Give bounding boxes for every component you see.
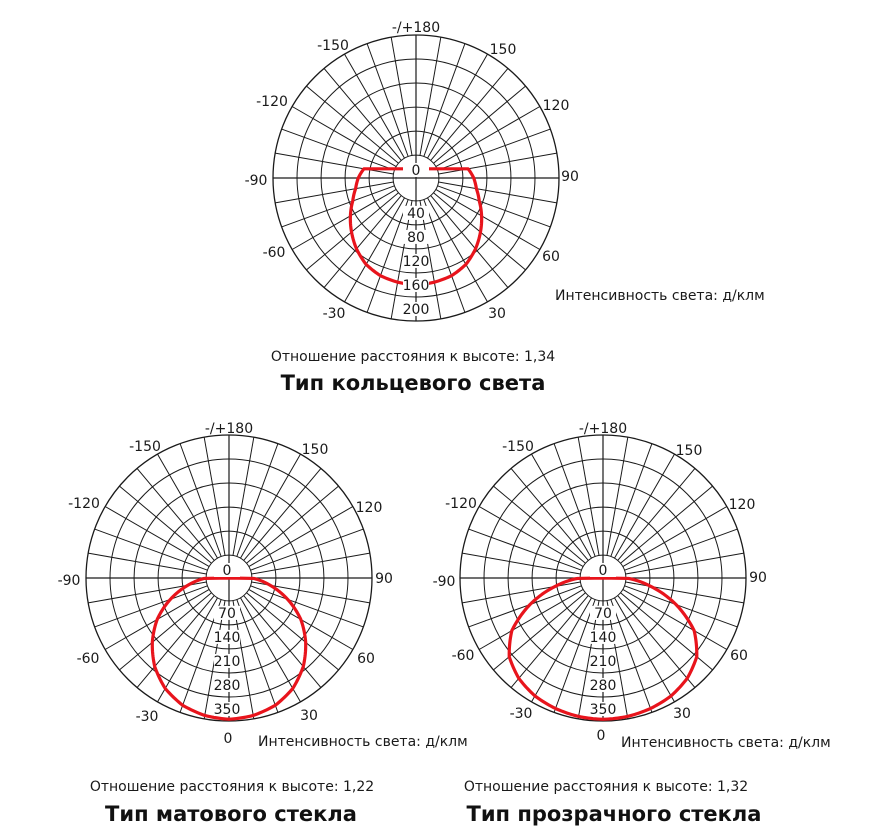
angle-label-r30: 30 <box>673 706 691 722</box>
chart-ring-light <box>245 20 765 395</box>
radial-tick-label: 280 <box>589 677 617 694</box>
angle-label-r30: 30 <box>300 708 318 724</box>
chart-title: Тип прозрачного стекла <box>466 802 762 826</box>
chart-clear-glass <box>433 421 831 826</box>
radial-tick-label: 210 <box>589 653 617 670</box>
angle-label-l60: -60 <box>262 245 286 261</box>
angle-label-top: -/+180 <box>204 421 254 437</box>
angle-label-l120: -120 <box>256 94 288 110</box>
angle-label-r90: 90 <box>749 570 767 586</box>
angle-label-l90: -90 <box>432 574 456 590</box>
angle-label-r150: 150 <box>675 443 703 459</box>
radial-tick-label: 140 <box>213 629 241 646</box>
radial-tick-label: 0 <box>598 563 608 579</box>
angle-label-bottom: 0 <box>596 728 606 744</box>
angle-label-l90: -90 <box>57 573 81 589</box>
angle-label-l60: -60 <box>451 648 475 664</box>
radial-tick-label: 200 <box>402 302 430 318</box>
angle-label-r150: 150 <box>301 442 329 458</box>
angle-label-l90: -90 <box>244 173 268 189</box>
radial-tick-label: 120 <box>402 253 430 270</box>
intensity-unit-label: Интенсивность света: д/клм <box>258 734 468 750</box>
angle-label-l30: -30 <box>509 706 533 722</box>
angle-label-r60: 60 <box>542 249 560 265</box>
angle-label-r60: 60 <box>730 648 748 664</box>
chart-matte-glass <box>58 421 468 826</box>
angle-label-l150: -150 <box>317 38 349 54</box>
radial-tick-label: 80 <box>407 229 425 246</box>
angle-label-r120: 120 <box>355 500 383 516</box>
angle-label-top: -/+180 <box>391 20 441 36</box>
angle-label-l120: -120 <box>445 496 477 512</box>
intensity-unit-label: Интенсивность света: д/клм <box>555 288 765 304</box>
radial-tick-label: 280 <box>213 677 241 694</box>
angle-label-l150: -150 <box>502 439 534 455</box>
radial-tick-label: 210 <box>213 653 241 670</box>
radial-tick-label: 140 <box>589 629 617 646</box>
angle-label-r90: 90 <box>561 169 579 185</box>
angle-label-bottom: 0 <box>223 731 233 747</box>
angle-label-r150: 150 <box>489 42 517 58</box>
angle-label-l150: -150 <box>129 439 161 455</box>
radial-tick-label: 0 <box>411 163 421 179</box>
chart-title: Тип кольцевого света <box>280 371 546 395</box>
ratio-label: Отношение расстояния к высоте: 1,34 <box>270 349 556 365</box>
angle-label-l30: -30 <box>135 709 159 725</box>
ratio-label: Отношение расстояния к высоте: 1,32 <box>463 779 749 795</box>
angle-label-l60: -60 <box>76 651 100 667</box>
angle-label-top: -/+180 <box>578 421 628 437</box>
radial-tick-label: 0 <box>222 563 232 579</box>
radial-tick-label: 160 <box>402 277 430 294</box>
chart-title: Тип матового стекла <box>105 802 357 826</box>
angle-label-r120: 120 <box>542 98 570 114</box>
radial-ticks <box>214 563 241 718</box>
radial-tick-label: 350 <box>589 702 617 718</box>
intensity-unit-label: Интенсивность света: д/клм <box>621 735 831 751</box>
radial-tick-label: 40 <box>407 205 425 222</box>
angle-label-r30: 30 <box>488 306 506 322</box>
ratio-label: Отношение расстояния к высоте: 1,22 <box>89 779 375 795</box>
angle-label-l120: -120 <box>68 496 100 512</box>
radial-tick-label: 70 <box>594 605 612 622</box>
radial-tick-label: 70 <box>218 605 236 622</box>
angle-label-l30: -30 <box>322 306 346 322</box>
angle-label-r90: 90 <box>375 571 393 587</box>
angle-label-r120: 120 <box>728 497 756 513</box>
angle-label-r60: 60 <box>357 651 375 667</box>
radial-tick-label: 350 <box>213 702 241 718</box>
